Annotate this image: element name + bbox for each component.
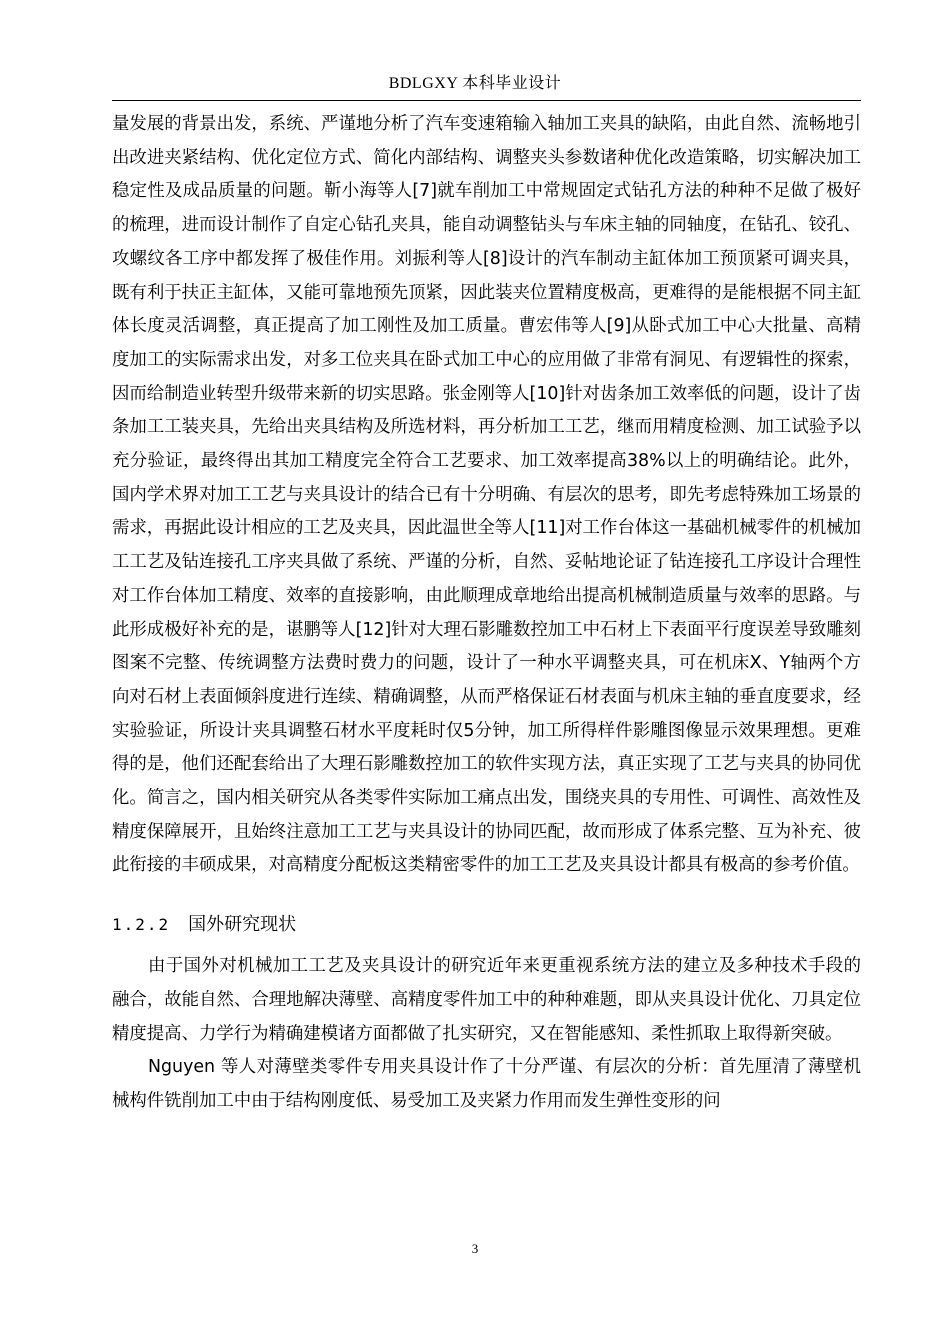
body-paragraph-nguyen: Nguyen 等人对薄壁类零件专用夹具设计作了十分严谨、有层次的分析：首先厘清了薄壁机械构件铣削加工中由于结构刚度低、易受加工及夹紧力作用而发生弹性变形的问 — [112, 1057, 861, 1111]
running-header-title: BDLGXY 本科毕业设计 — [388, 75, 562, 92]
section-title: 国外研究现状 — [188, 914, 297, 936]
body-paragraph-foreign-intro: 由于国外对机械加工工艺及夹具设计的研究近年来更重视系统方法的建立及多种技术手段的融合，故能自然、合理地解决薄壁、高精度零件加工中的种种难题，即从夹具设计优化、刀具定位精度提高、力学行为精确建模诸方面都做了扎实研究，又在智能感知、柔性抓取上取得新突破。 — [112, 956, 861, 1044]
page-body — [112, 108, 861, 1119]
section-number: 1.2.2 — [112, 915, 171, 935]
section-heading — [112, 907, 861, 943]
header-divider — [112, 100, 861, 101]
page-number: 3 — [471, 1241, 479, 1256]
body-paragraph-continuation: 量发展的背景出发，系统、严谨地分析了汽车变速箱输入轴加工夹具的缺陷，由此自然、流畅地引出改进夹紧结构、优化定位方式、简化内部结构、调整夹头参数诸种优化改造策略，切实解决加工稳定性及成品质量的问题。靳小海等人[7]就车削加工中常规固定式钻孔方法的种种不足做了极好的梳理，进而设计制作了自定心钻孔夹具，能自动调整钻头与车床主轴的同轴度，在钻孔、铰孔、攻螺纹各工序中都发挥了极佳作用。刘振利等人[8]设计的汽车制动主缸体加工预顶紧可调夹具，既有利于扶正主缸体，又能可靠地预先顶紧，因此装夹位置精度极高，更难得的是能根据不同主缸体长度灵活调整，真正提高了加工刚性及加工质量。曹宏伟等人[9]从卧式加工中心大批量、高精度加工的实际需求出发，对多工位夹具在卧式加工中心的应用做了非常有洞见、有逻辑性的探索，因而给制造业转型升级带来新的切实思路。张金刚等人[10]针对齿条加工效率低的问题，设计了齿条加工工装夹具，先给出夹具结构及所选材料，再分析加工工艺，继而用精度检测、加工试验予以充分验证，最终得出其加工精度完全符合工艺要求、加工效率提高38%以上的明确结论。此外，国内学术界对加工工艺与夹具设计的结合已有十分明确、有层次的思考，即先考虑特殊加工场景的需求，再据此设计相应的工艺及夹具，因此温世全等人[11]对工作台体这一基础机械零件的机械加工工艺及钻连接孔工序夹具做了系统、严谨的分析，自然、妥帖地论证了钻连接孔工序设计合理性对工作台体加工精度、效率的直接影响，由此顺理成章地给出提高机械制造质量与效率的思路。与此形成极好补充的是，谌鹏等人[12]针对大理石影雕数控加工中石材上下表面平行度误差导致雕刻图案不完整、传统调整方法费时费力的问题，设计了一种水平调整夹具，可在机床X、Y轴两个方向对石材上表面倾斜度进行连续、精确调整，从而严格保证石材表面与机床主轴的垂直度要求，经实验验证，所设计夹具调整石材水平度耗时仅5分钟，加工所得样件影雕图像显示效果理想。更难得的是，他们还配套给出了大理石影雕数控加工的软件实现方法，真正实现了工艺与夹具的协同优化。简言之，国内相关研究从各类零件实际加工痛点出发，围绕夹具的专用性、可调性、高效性及精度保障展开，且始终注意加工工艺与夹具设计的协同匹配，故而形成了体系完整、互为补充、彼此衔接的丰硕成果，对高精度分配板这类精密零件的加工工艺及夹具设计都具有极高的参考价值。 — [112, 114, 861, 876]
